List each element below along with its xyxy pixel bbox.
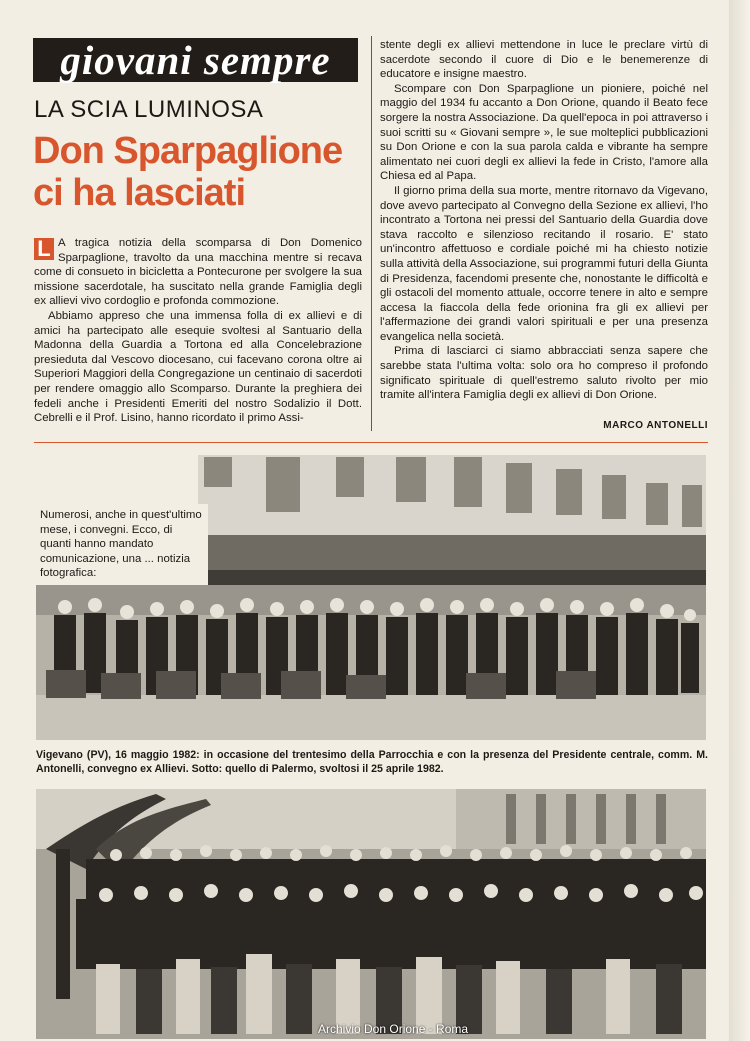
article-paragraph: Prima di lasciarci ci siamo abbracciati senza sapere che sarebbe stata l'ultima volta: solo ora ho compreso il profondo significato spirituale di quell'estremo saluto rivolto per mio tramite all'intera Famiglia degli ex allievi di Don Orione. <box>380 345 708 402</box>
article-column-right <box>380 38 708 403</box>
article-kicker: LA SCIA LUMINOSA <box>34 96 264 123</box>
magazine-masthead: giovani sempre <box>33 38 358 82</box>
page-edge-shadow <box>729 0 750 1041</box>
group-photo-palermo <box>36 789 706 1039</box>
article-paragraph: Scompare con Don Sparpaglione un pioniere, poiché nel maggio del 1934 fu accanto a Don Orione, quando il Beato fece sorgere la nostra Associazione. Da quell'epoca in poi attraverso i suoi scritti su « Giovani sempre », le sue molteplici pubblicazioni su Don Orione e con la sua parola calda e vibrante ha sempre alimentato nei cuori degli ex allievi la fede in Cristo, l'amore alla Chiesa ed al Papa. <box>380 82 708 183</box>
article-paragraph: Abbiamo appreso che una immensa folla di ex allievi e di amici ha partecipato alle esequie svoltesi al Santuario della Madonna della Guardia a Tortona ed alla Concelebrazione presieduta dal Vescovo diocesano, cui facevano corona oltre ai Superiori Maggiori della Congregazione un centinaio di sacerdoti per rendere omaggio allo Scomparso. Durante la preghiera dei fedeli anche i Presidenti Emeriti del nostro Sodalizio il Dott. Cebrelli e il Prof. Lisino, hanno ricordato il primo Assi- <box>34 309 362 425</box>
section-intro: Numerosi, anche in quest'ultimo mese, i convegni. Ecco, di quanti hanno mandato comunicazione, una ... notizia fotografica: <box>34 504 208 585</box>
article-column-left <box>34 236 362 426</box>
article-signature: MARCO ANTONELLI <box>603 420 708 431</box>
article-paragraph: stente degli ex allievi mettendone in luce le preclare virtù di sacerdote secondo il cuore di Dio e le benemerenze di educatore e insigne maestro. <box>380 39 708 81</box>
article-headline: Don Sparpaglione ci ha lasciati <box>33 130 343 214</box>
archive-watermark: Archivio Don Orione - Roma <box>318 1022 469 1036</box>
article-paragraph: Il giorno prima della sua morte, mentre ritornavo da Vigevano, dove avevo partecipato al Convegno della Sezione ex allievi, l'ho incontrato a Tortona nei pressi del Santuario della Guardia dove stava raccolto e silenzioso recitando il rosario. E' stato un'incontro affettuoso e cordiale poiché mi ha chiesto notizie sulla attività della Associazione, sui programmi futuri della Giunta di Presidenza, facendomi presente che, nonostante le difficoltà e gli ostacoli del momento attuale, occorre tenere in alto e sempre accesa la fiaccola della fede orionina fra gli ex allievi per l'affermazione dei grandi valori spirituali e per una presenza evangelica nella società. <box>380 184 708 343</box>
drop-cap: L <box>34 238 54 260</box>
article-paragraph: L A tragica notizia della scomparsa di Don Domenico Sparpaglione, travolto da una macchina mentre si recava come di consueto in bicicletta a Pontecurone per svolgere la sua missione sacerdotale, ha suscitato nella grande Famiglia degli ex allievi vivo cordoglio e profonda commozione. <box>34 236 362 308</box>
section-divider <box>34 442 708 443</box>
column-divider <box>371 36 372 431</box>
photo-caption: Vigevano (PV), 16 maggio 1982: in occasione del trentesimo della Parrocchia e con la presenza del Presidente centrale, comm. M. Antonelli, convegno ex Allievi. Sotto: quello di Palermo, svoltosi il 25 aprile 1982. <box>36 749 708 775</box>
